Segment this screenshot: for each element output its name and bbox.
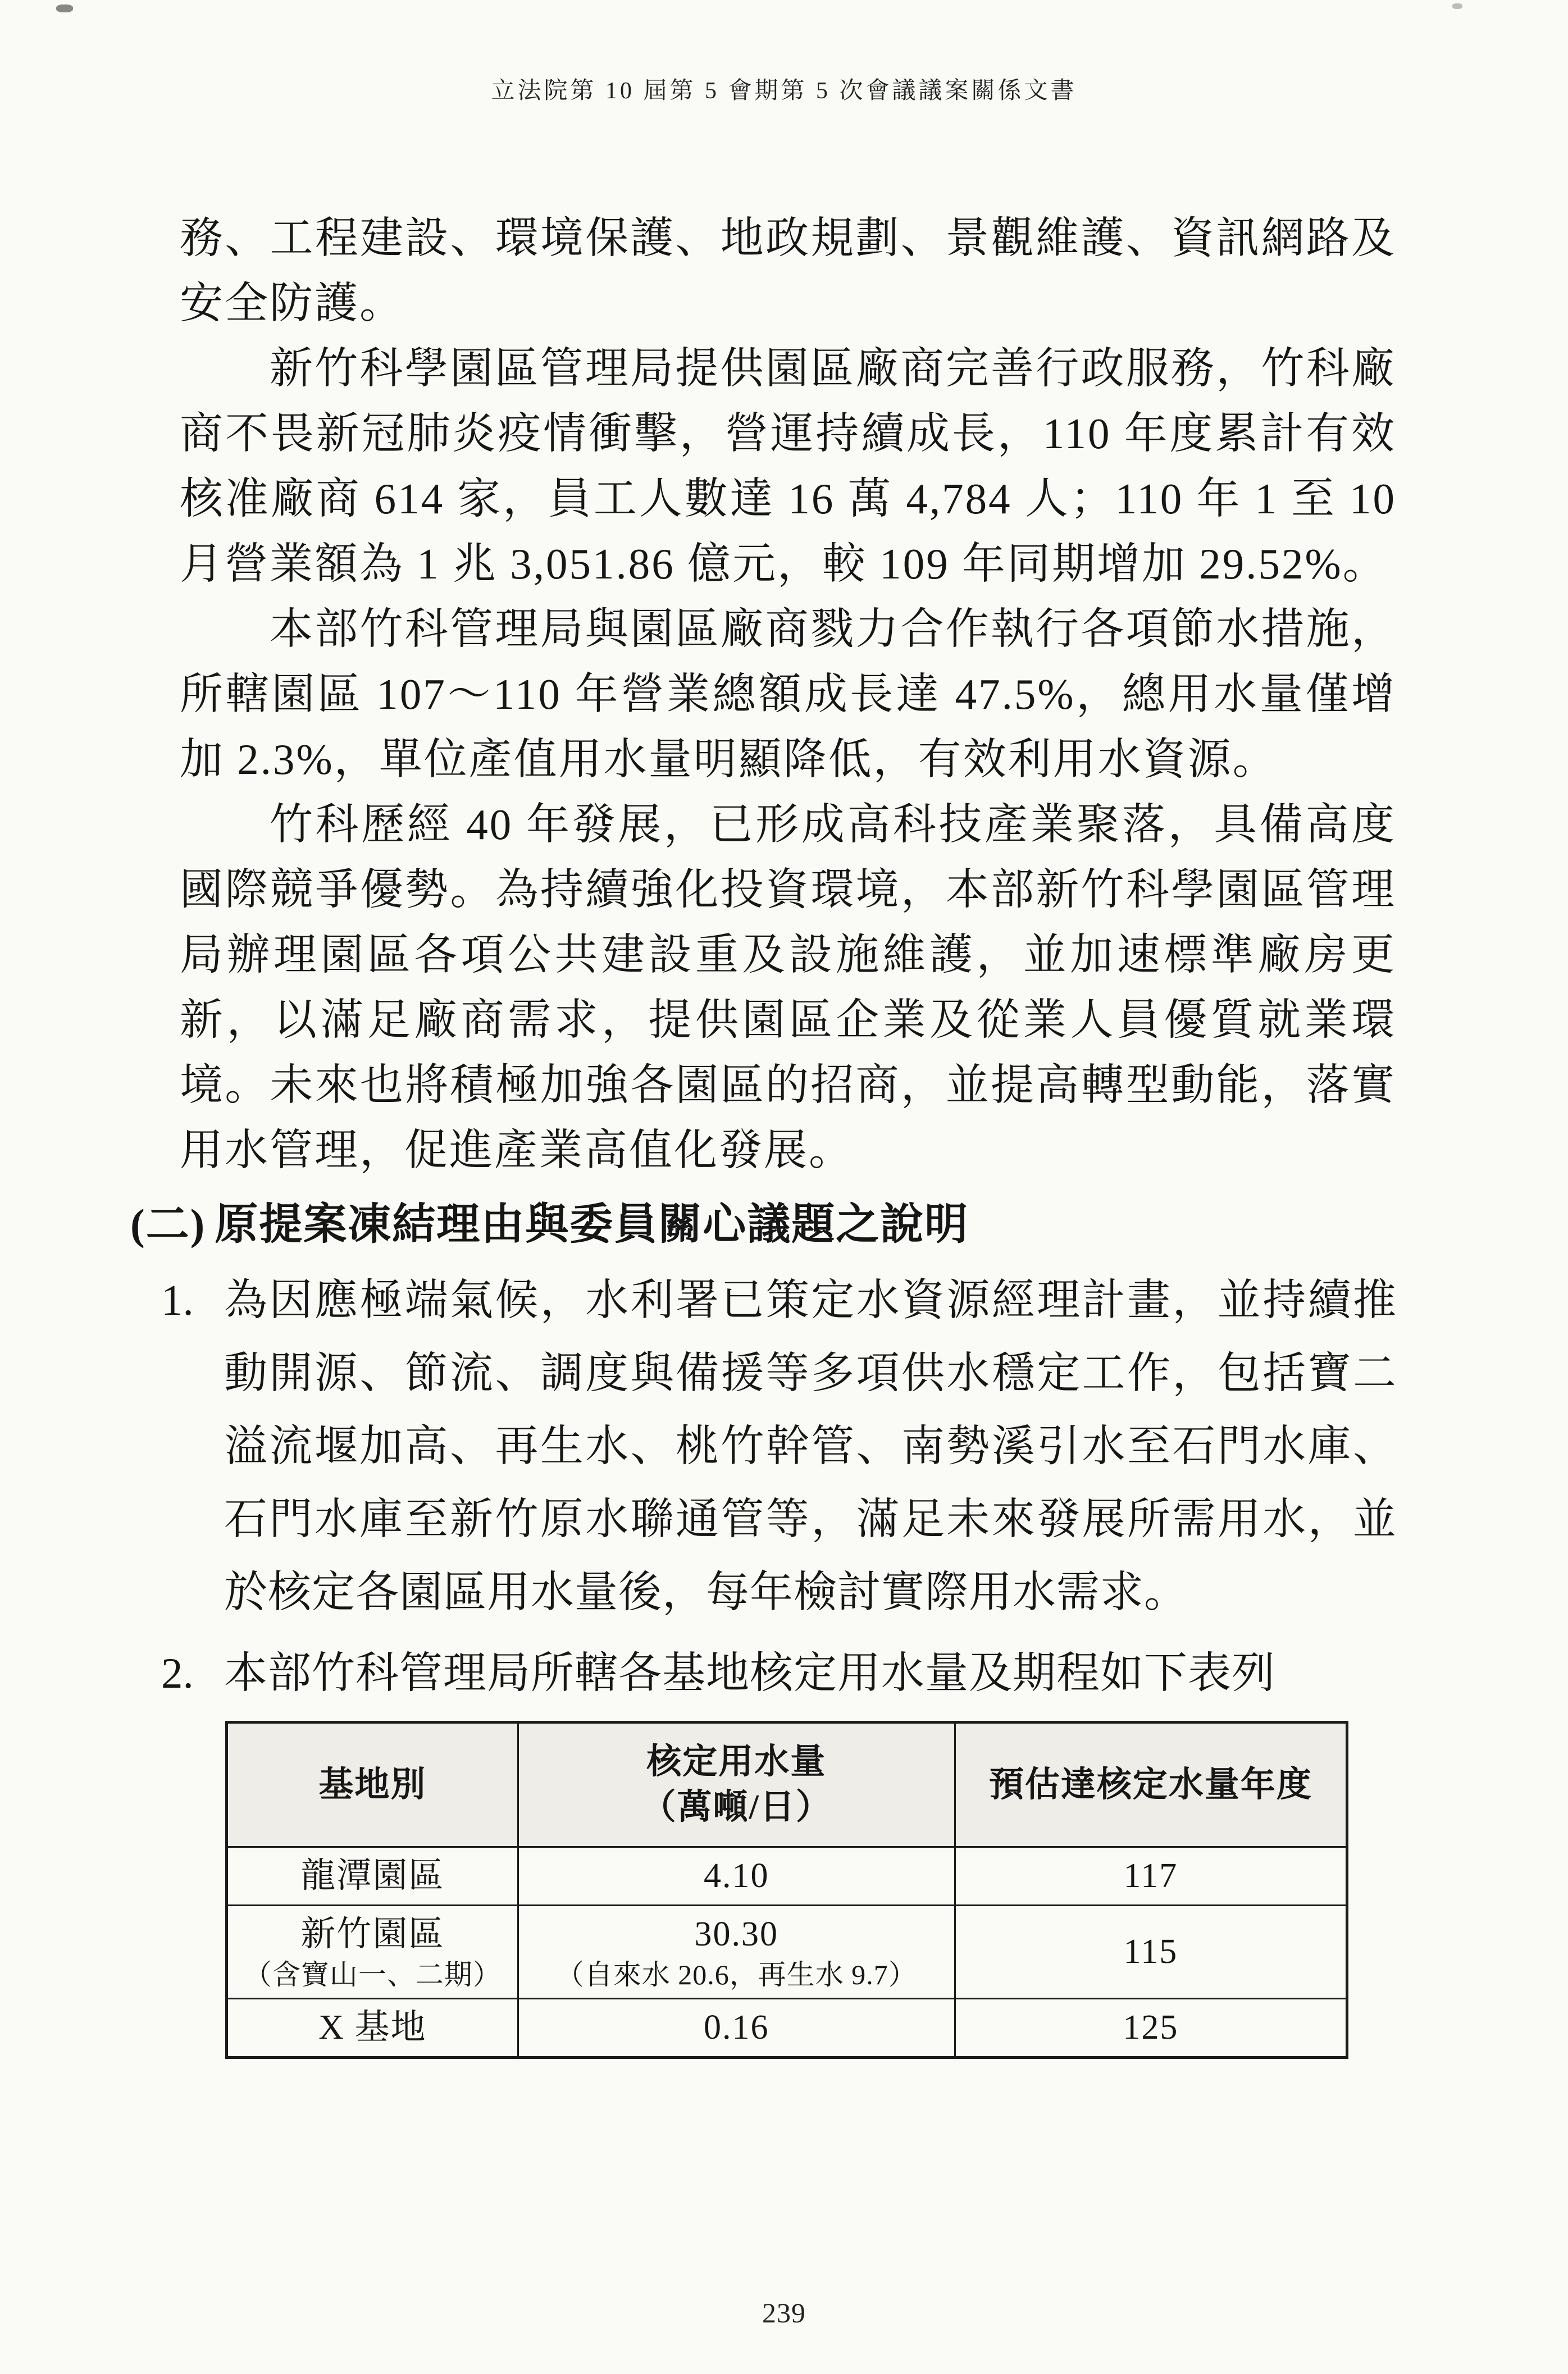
- column-header-quota-line2: （萬噸/日）: [641, 1788, 832, 1826]
- paragraph-park-development: 竹科歷經 40 年發展，已形成高科技產業聚落，具備高度國際競爭優勢。為持續強化投資環境，本部新竹科學園區管理局辦理園區各項公共建設重及設施維護，並加速標準廠房更新，以滿足廠商需求，提供園區企業及從業人員優質就業環境。未來也將積極加強各園區的招商，並提高轉型動能，落實用水管理，促進產業高值化發展。: [180, 800, 1396, 1174]
- column-header-quota: [518, 1723, 955, 1847]
- item-1-number: 1.: [161, 1276, 194, 1324]
- quota-cell: 4.10: [518, 1847, 955, 1906]
- paragraph-science-park-overview: 新竹科學園區管理局提供園區廠商完善行政服務，竹科廠商不畏新冠肺炎疫情衝擊，營運持續成長，110 年度累計有效核准廠商 614 家，員工人數達 16 萬 4,784 人；110 年 1 至 10 月營業額為 1 兆 3,051.86 億元，較 109 年同期增加 29.52%。: [180, 344, 1396, 588]
- column-header-site: 基地別: [227, 1723, 518, 1847]
- column-header-year: 預估達核定水量年度: [955, 1723, 1347, 1847]
- site-cell: X 基地: [227, 1999, 518, 2058]
- quota-cell: 30.30 （自來水 20.6，再生水 9.7）: [518, 1906, 955, 1999]
- table-row-longtan: [227, 1847, 1347, 1906]
- paragraph-water-saving: 本部竹科管理局與園區廠商戮力合作執行各項節水措施，所轄園區 107～110 年營業總額成長達 47.5%，總用水量僅增加 2.3%，單位產值用水量明顯降低，有效利用水資源。: [180, 605, 1396, 783]
- year-cell: 117: [955, 1847, 1347, 1906]
- list-item-2: [161, 1637, 1397, 2059]
- paragraph-continuation: 務、工程建設、環境保護、地政規劃、景觀維護、資訊網路及安全防護。: [180, 214, 1396, 327]
- item-1-text: 為因應極端氣候，水利署已策定水資源經理計畫，並持續推動開源、節流、調度與備援等多項供水穩定工作，包括寶二溢流堰加高、再生水、桃竹幹管、南勢溪引水至石門水庫、石門水庫至新竹原水聯通管等，滿足未來發展所需用水，並於核定各園區用水量後，每年檢討實際用水需求。: [224, 1276, 1397, 1616]
- year-cell: 115: [955, 1906, 1347, 1999]
- table-row-hsinchu: [227, 1906, 1347, 1999]
- scan-artifact: [1452, 3, 1462, 9]
- item-2-number: 2.: [161, 1649, 194, 1697]
- page-number: 239: [762, 2297, 806, 2329]
- column-header-quota-line1: 核定用水量: [646, 1743, 827, 1781]
- year-cell: 125: [955, 1999, 1347, 2058]
- document-body: [130, 206, 1398, 2059]
- scan-artifact: [56, 4, 73, 12]
- quota-cell: 0.16: [518, 1999, 955, 2058]
- water-quota-table: [225, 1721, 1348, 2059]
- section-heading: [130, 1187, 1398, 1261]
- table-header-row: [227, 1723, 1347, 1847]
- table-row-x-site: [227, 1999, 1347, 2058]
- item-2-text: 本部竹科管理局所轄各基地核定用水量及期程如下表列: [224, 1649, 1275, 1697]
- section-label: (二): [130, 1200, 206, 1248]
- list-item-1: [161, 1264, 1397, 1629]
- section-title: 原提案凍結理由與委員關心議題之說明: [215, 1200, 969, 1248]
- site-cell: 龍潭園區: [227, 1847, 518, 1906]
- site-cell: 新竹園區 （含寶山一、二期）: [227, 1906, 518, 1999]
- document-title: 立法院第 10 屆第 5 會期第 5 次會議議案關係文書: [491, 78, 1077, 104]
